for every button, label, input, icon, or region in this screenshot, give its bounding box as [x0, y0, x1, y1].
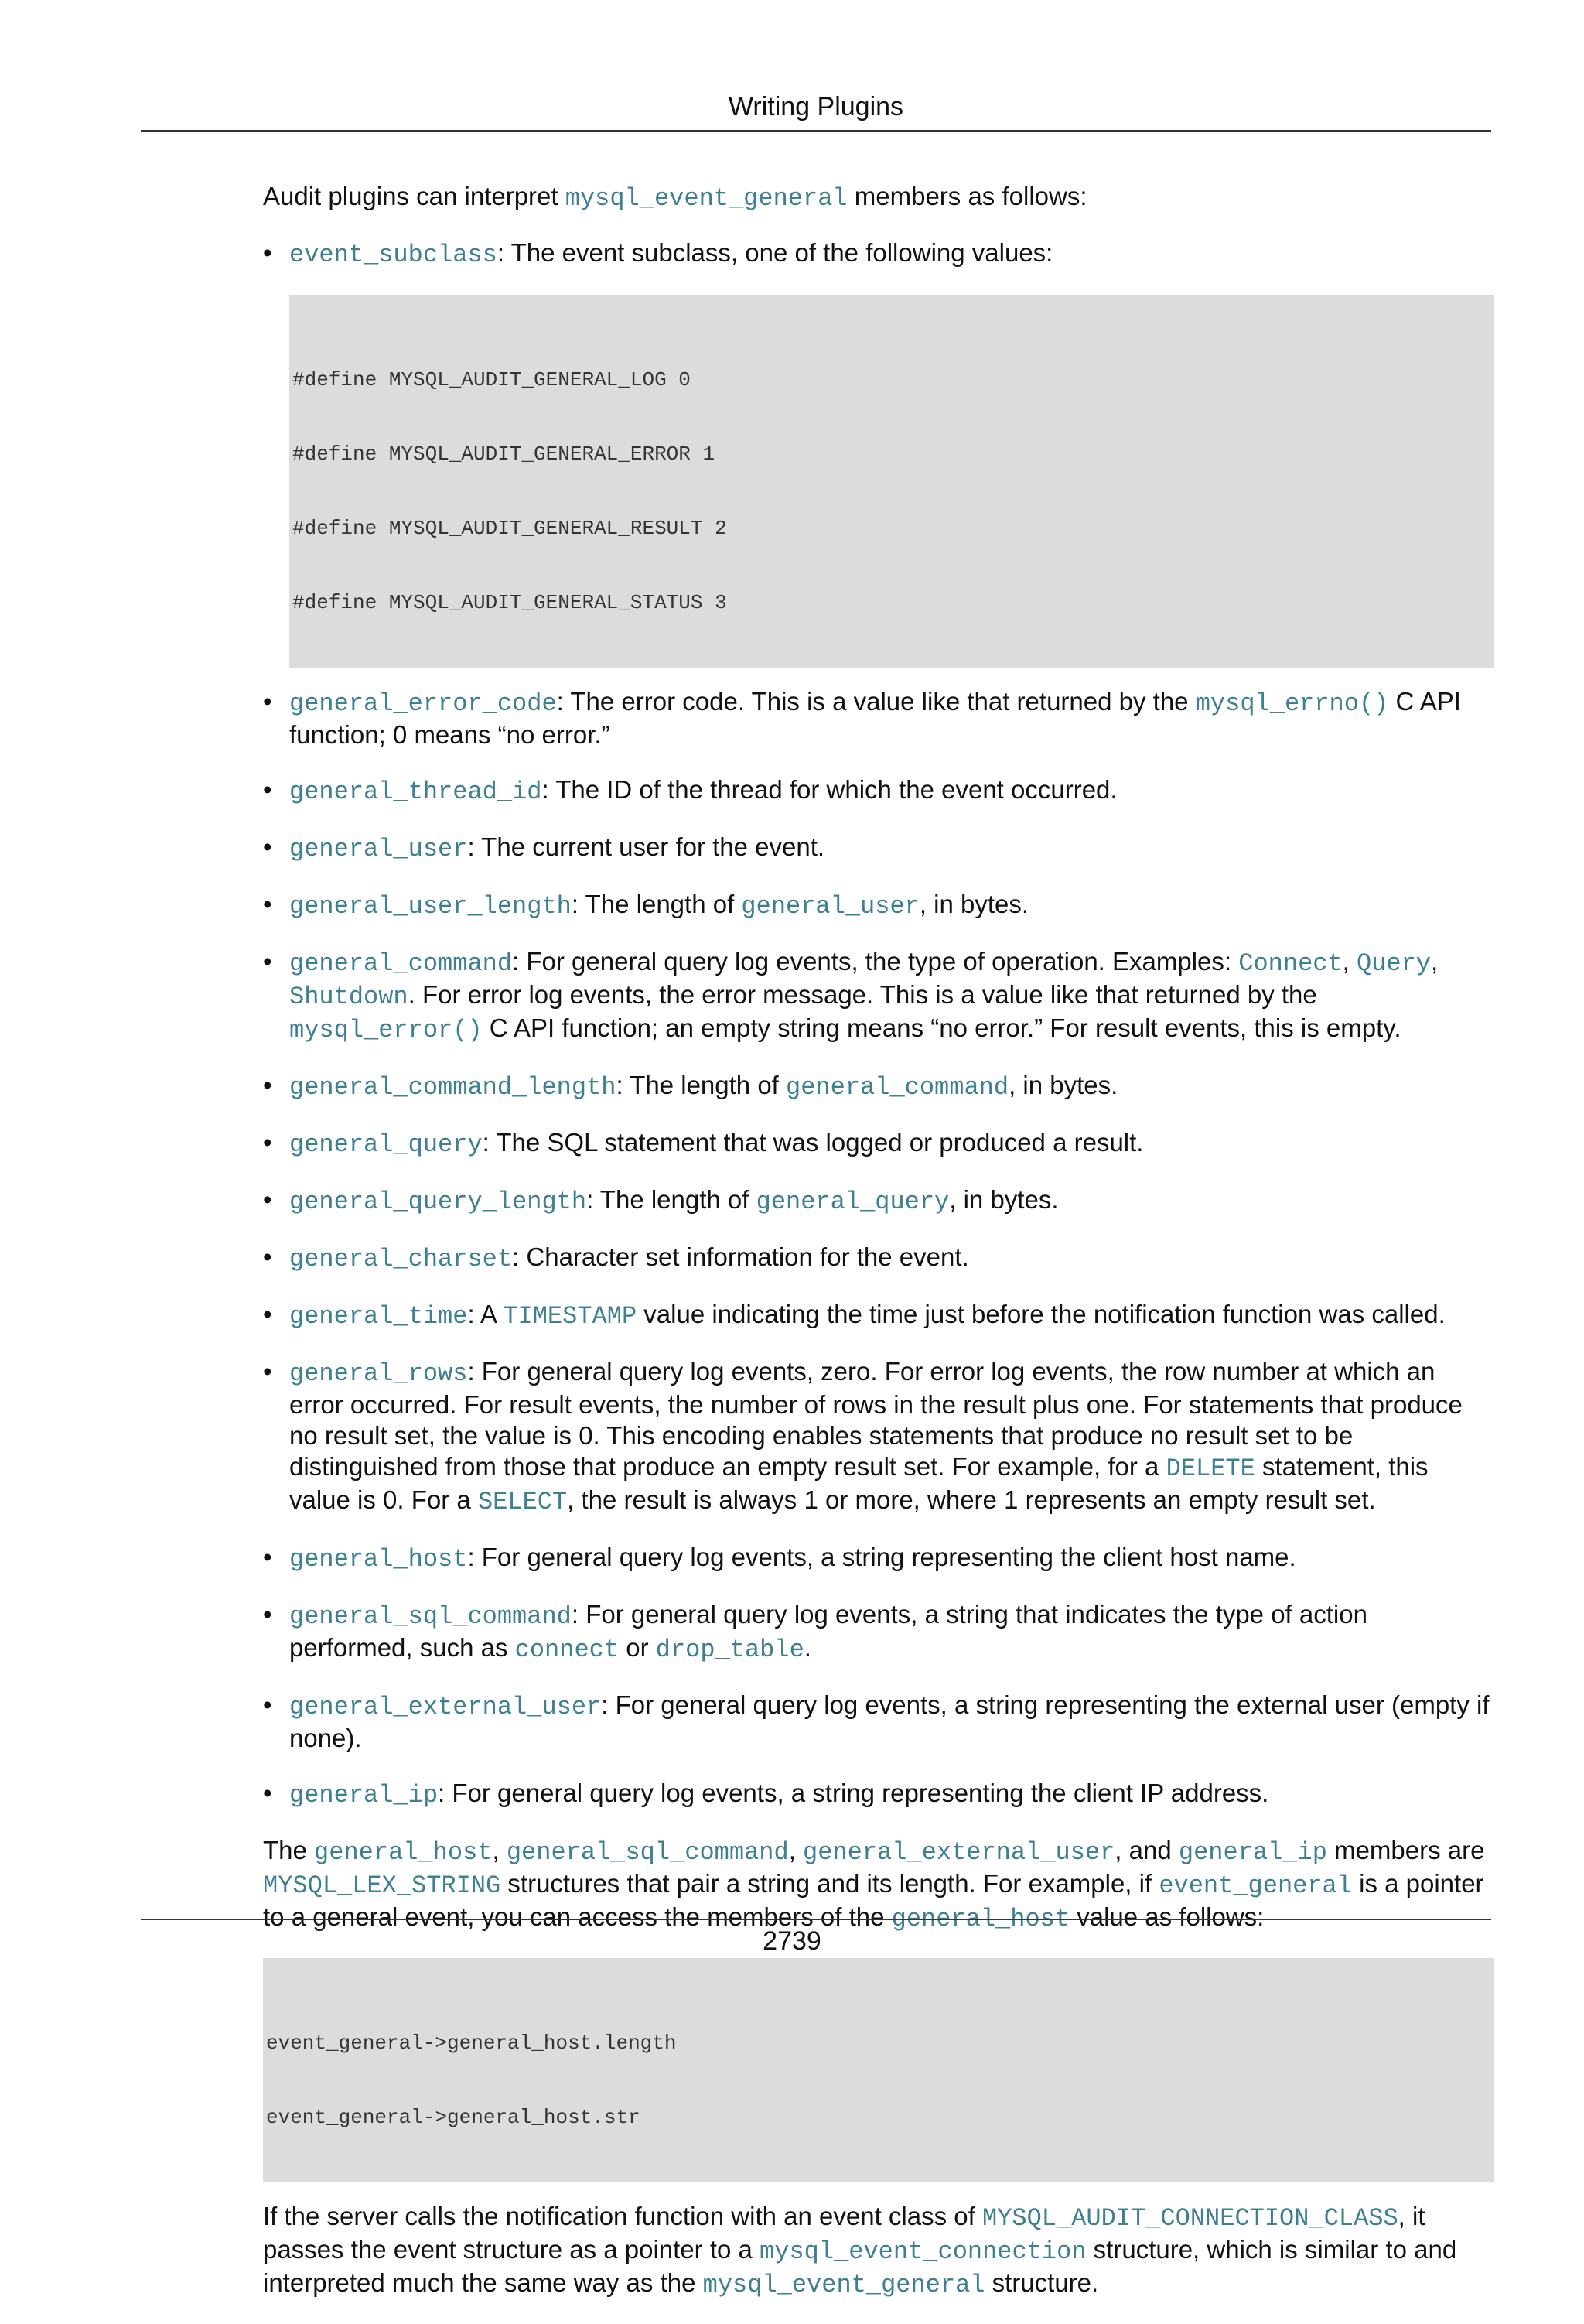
inline-code: general_host — [314, 1838, 493, 1867]
inline-code: general_error_code — [289, 689, 557, 718]
text-run: , — [492, 1836, 507, 1864]
code-line: #define MYSQL_AUDIT_GENERAL_RESULT 2 — [292, 517, 727, 540]
inline-code: general_external_user — [803, 1838, 1115, 1867]
inline-code: event_general — [1159, 1871, 1352, 1900]
text-run: : Character set information for the event. — [512, 1242, 969, 1271]
text-run: : The ID of the thread for which the event occurred. — [541, 775, 1118, 804]
inline-code: TIMESTAMP — [503, 1302, 637, 1331]
text-run: , in bytes. — [949, 1185, 1059, 1214]
list-item — [263, 1599, 1494, 1666]
text-run: : The SQL statement that was logged or produced a result. — [482, 1128, 1144, 1157]
text-run: , — [788, 1836, 804, 1864]
bullet: • — [263, 1300, 272, 1328]
list-item — [263, 1356, 1494, 1518]
inline-code: SELECT — [477, 1488, 568, 1516]
inline-code: mysql_errno() — [1195, 689, 1389, 718]
inline-code: general_user_length — [289, 892, 572, 921]
list-item-text — [289, 1071, 1118, 1102]
list-item — [263, 774, 1494, 808]
inline-code: general_query — [756, 1188, 950, 1216]
bullet: • — [263, 1543, 272, 1571]
text-run: structure. — [985, 2268, 1099, 2297]
list-item — [263, 238, 1494, 271]
text-run: C API function; 0 means “no error.” — [289, 687, 1461, 749]
text-run: : For general query log events, a string that indicates the type of action performed, such as — [289, 1600, 1367, 1662]
inline-code: general_sql_command — [289, 1602, 572, 1631]
inline-code: general_ip — [1178, 1838, 1327, 1867]
list-item — [263, 889, 1494, 922]
inline-code: general_ip — [289, 1781, 439, 1810]
text-run: : The length of — [586, 1185, 756, 1214]
list-item-text — [289, 687, 1461, 749]
text-run: . For error log events, the error message. This is a value like that returned by the — [408, 980, 1317, 1009]
text-run: : The event subclass, one of the following values: — [497, 238, 1053, 267]
inline-code: general_user — [289, 835, 468, 863]
text-run: value indicating the time just before the notification function was called. — [637, 1300, 1446, 1328]
bullet: • — [263, 947, 272, 976]
inline-code: Connect — [1238, 949, 1343, 978]
text-run: : For general query log events, a string representing the client host name. — [467, 1543, 1296, 1571]
inline-code: drop_table — [655, 1635, 804, 1664]
connection-paragraph — [263, 2201, 1494, 2301]
list-item — [263, 1299, 1494, 1332]
list-item-text — [289, 1357, 1463, 1514]
text-run: is a pointer to a general event, you can access the members of the — [263, 1869, 1484, 1931]
text-run: structure, which is similar to and interpreted much the same way as the — [263, 2235, 1457, 2297]
inline-code: general_thread_id — [289, 778, 542, 806]
inline-code: Query — [1357, 949, 1432, 978]
bullet: • — [263, 1242, 272, 1271]
inline-code: general_command — [289, 949, 513, 978]
text-run: C API function; an empty string means “no error.” For result events, this is empty. — [482, 1013, 1401, 1042]
inline-code: mysql_error() — [289, 1016, 483, 1044]
text-run: : The length of — [571, 890, 742, 918]
inline-code: connect — [514, 1635, 620, 1664]
intro-text: Audit plugins can interpret — [263, 182, 565, 210]
document-body — [263, 181, 1494, 2324]
list-item — [263, 1242, 1494, 1275]
member-list — [263, 238, 1494, 271]
list-item-text — [289, 1300, 1446, 1331]
code-block-host — [263, 1958, 1494, 2182]
text-run: , and — [1115, 1836, 1179, 1864]
inline-code: general_command_length — [289, 1073, 616, 1102]
inline-code: general_command — [786, 1073, 1009, 1102]
text-run: : A — [467, 1300, 504, 1328]
list-item-text — [289, 890, 1029, 921]
inline-code: event_subclass — [289, 241, 497, 269]
inline-code: mysql_event_connection — [760, 2237, 1087, 2266]
bullet: • — [263, 687, 272, 716]
text-run: , in bytes. — [919, 890, 1029, 918]
inline-code: general_time — [289, 1302, 468, 1331]
bullet: • — [263, 1185, 272, 1214]
member-list-continued — [263, 686, 1494, 1811]
list-item-text — [289, 1543, 1296, 1574]
text-run: : For general query log events, the type of operation. Examples: — [512, 947, 1239, 976]
text-run: : The error code. This is a value like that returned by the — [556, 687, 1196, 716]
bullet: • — [263, 1357, 272, 1386]
text-run: : The current user for the event. — [467, 832, 825, 861]
text-run: or — [619, 1633, 656, 1662]
list-item — [263, 946, 1494, 1046]
inline-code: MYSQL_AUDIT_CONNECTION_CLASS — [981, 2204, 1398, 2233]
list-item — [263, 1070, 1494, 1103]
list-item — [263, 686, 1494, 750]
footer-rule — [141, 1919, 1491, 1920]
bullet: • — [263, 890, 272, 918]
list-item — [263, 1690, 1494, 1754]
bullet: • — [263, 1071, 272, 1099]
bullet: • — [263, 1779, 272, 1807]
text-run: value as follows: — [1070, 1902, 1265, 1931]
intro-text-end: members as follows: — [847, 182, 1087, 210]
list-item-text — [289, 1600, 1367, 1662]
inline-code: general_host — [289, 1545, 468, 1574]
bullet: • — [263, 1690, 272, 1719]
bullet: • — [263, 832, 272, 861]
code-line: #define MYSQL_AUDIT_GENERAL_STATUS 3 — [292, 591, 727, 614]
list-item-text — [289, 1185, 1058, 1214]
bullet: • — [263, 775, 272, 804]
code-line: #define MYSQL_AUDIT_GENERAL_LOG 0 — [292, 368, 691, 391]
inline-code: general_host — [891, 1905, 1070, 1933]
code-line: #define MYSQL_AUDIT_GENERAL_ERROR 1 — [292, 443, 715, 466]
text-run: : The length of — [616, 1071, 787, 1099]
list-item — [263, 1127, 1494, 1160]
code-block-subclass — [289, 295, 1494, 668]
bullet: • — [263, 238, 272, 267]
list-item-text — [289, 238, 1053, 267]
text-run: members are — [1326, 1836, 1485, 1864]
text-run: : For general query log events, zero. For error log events, the row number at which an error occurred. For result events, the number of rows in the result plus one. For statements that produce no result set, the value is 0. This encoding enables statements that produce no result set to be distinguished from those that produce an empty result set. For example, for a — [289, 1357, 1463, 1481]
text-run: , — [1431, 947, 1439, 976]
list-item-text — [289, 1242, 969, 1271]
list-item-text — [289, 947, 1438, 1042]
inline-code: DELETE — [1166, 1454, 1255, 1483]
inline-code: general_user — [741, 892, 920, 921]
page-number: 2739 — [763, 1926, 821, 1956]
text-run: . — [804, 1633, 811, 1662]
inline-code: general_external_user — [289, 1693, 602, 1721]
inline-code: general_sql_command — [506, 1838, 789, 1867]
intro-paragraph — [263, 181, 1494, 214]
page-header — [141, 87, 1491, 132]
text-run: , in bytes. — [1009, 1071, 1118, 1099]
inline-code: general_query — [289, 1130, 483, 1159]
text-run: , — [1342, 947, 1357, 976]
list-item — [263, 1542, 1494, 1575]
inline-code: mysql_event_general — [565, 184, 848, 213]
header-title: Writing Plugins — [728, 92, 904, 121]
bullet: • — [263, 1128, 272, 1157]
code-line: event_general->general_host.str — [266, 2106, 640, 2129]
text-run: , the result is always 1 or more, where 1 represents an empty result set. — [567, 1485, 1376, 1514]
list-item-text — [289, 1690, 1490, 1752]
list-item-text — [289, 832, 824, 861]
text-run: If the server calls the notification function with an event class of — [263, 2202, 982, 2230]
bullet: • — [263, 1600, 272, 1629]
text-run: : For general query log events, a string representing the client IP address. — [438, 1779, 1269, 1807]
code-line: event_general->general_host.length — [266, 2032, 677, 2055]
text-run: structures that pair a string and its length. For example, if — [500, 1869, 1159, 1898]
list-item — [263, 832, 1494, 865]
text-run: , it passes the event structure as a pointer to a — [263, 2202, 1425, 2264]
inline-code: general_charset — [289, 1245, 513, 1273]
inline-code: mysql_event_general — [702, 2271, 985, 2299]
list-item-text — [289, 775, 1118, 804]
text-run: The — [263, 1836, 315, 1864]
inline-code: MYSQL_LEX_STRING — [263, 1871, 501, 1900]
inline-code: general_rows — [289, 1359, 468, 1388]
text-run: : For general query log events, a string representing the external user (empty if none). — [289, 1690, 1490, 1752]
inline-code: Shutdown — [289, 983, 408, 1011]
text-run: statement, this value is 0. For a — [289, 1452, 1429, 1514]
list-item — [263, 1184, 1494, 1218]
inline-code: general_query_length — [289, 1188, 587, 1216]
list-item — [263, 1778, 1494, 1811]
list-item-text — [289, 1128, 1143, 1157]
list-item-text — [289, 1779, 1269, 1810]
